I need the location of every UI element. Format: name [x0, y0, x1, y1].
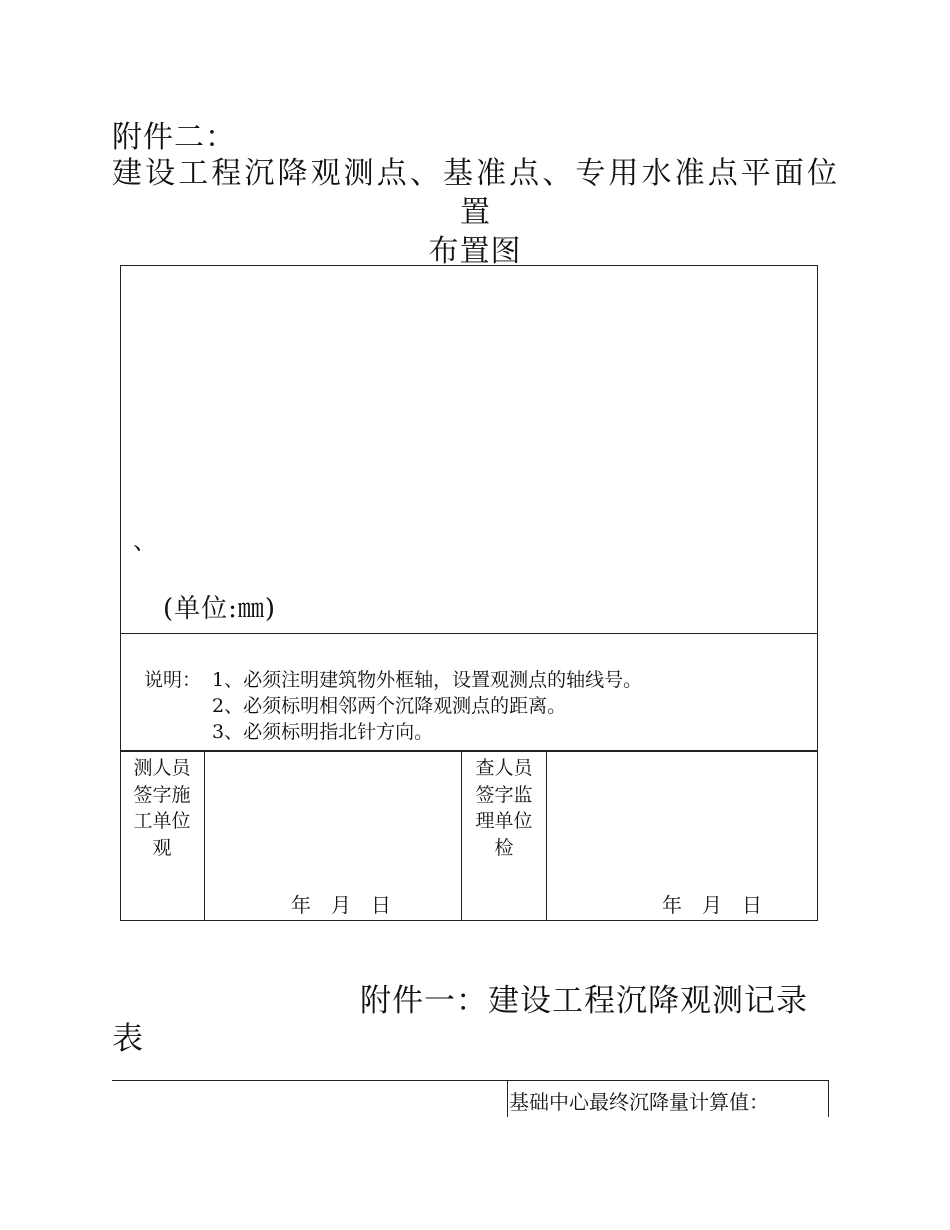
page-title-line-2: 置 [460, 195, 490, 230]
page-title-line-3: 布置图 [428, 234, 522, 269]
drawing-mark: 、 [133, 527, 157, 555]
attachment1-title-line-2: 表 [112, 1021, 143, 1057]
notes-prefix: 说明： [144, 669, 202, 691]
note-item: 2、必须标明相邻两个沉降观测点的距离。 [212, 695, 567, 717]
drawing-area [121, 266, 817, 634]
right-signature-date: 年 月 日 [662, 893, 762, 917]
table-divider [828, 1080, 829, 1117]
layout-form [120, 265, 818, 921]
notes-section [121, 634, 817, 752]
attachment1-title-line-1: 附件一：建设工程沉降观测记录 [360, 983, 808, 1019]
attachment-label: 附件二： [112, 120, 236, 155]
table-divider [507, 1080, 508, 1117]
unit-label: (单位:㎜) [163, 594, 277, 624]
left-signature-label: 测人员签字施工单位观 [133, 757, 191, 859]
divider [204, 752, 205, 920]
signature-row [121, 752, 817, 920]
note-item: 3、必须标明指北针方向。 [212, 721, 434, 743]
left-signature-date: 年 月 日 [291, 893, 391, 917]
right-signature-label: 查人员签字监理单位检 [475, 757, 533, 859]
divider [546, 752, 547, 920]
note-item: 1、必须注明建筑物外框轴，设置观测点的轴线号。 [212, 669, 643, 691]
divider [461, 752, 462, 920]
calc-value-label: 基础中心最终沉降量计算值： [509, 1090, 769, 1114]
page-title-line-1: 建设工程沉降观测点、基准点、专用水准点平面位 [112, 156, 838, 191]
table-top-rule [112, 1080, 829, 1081]
